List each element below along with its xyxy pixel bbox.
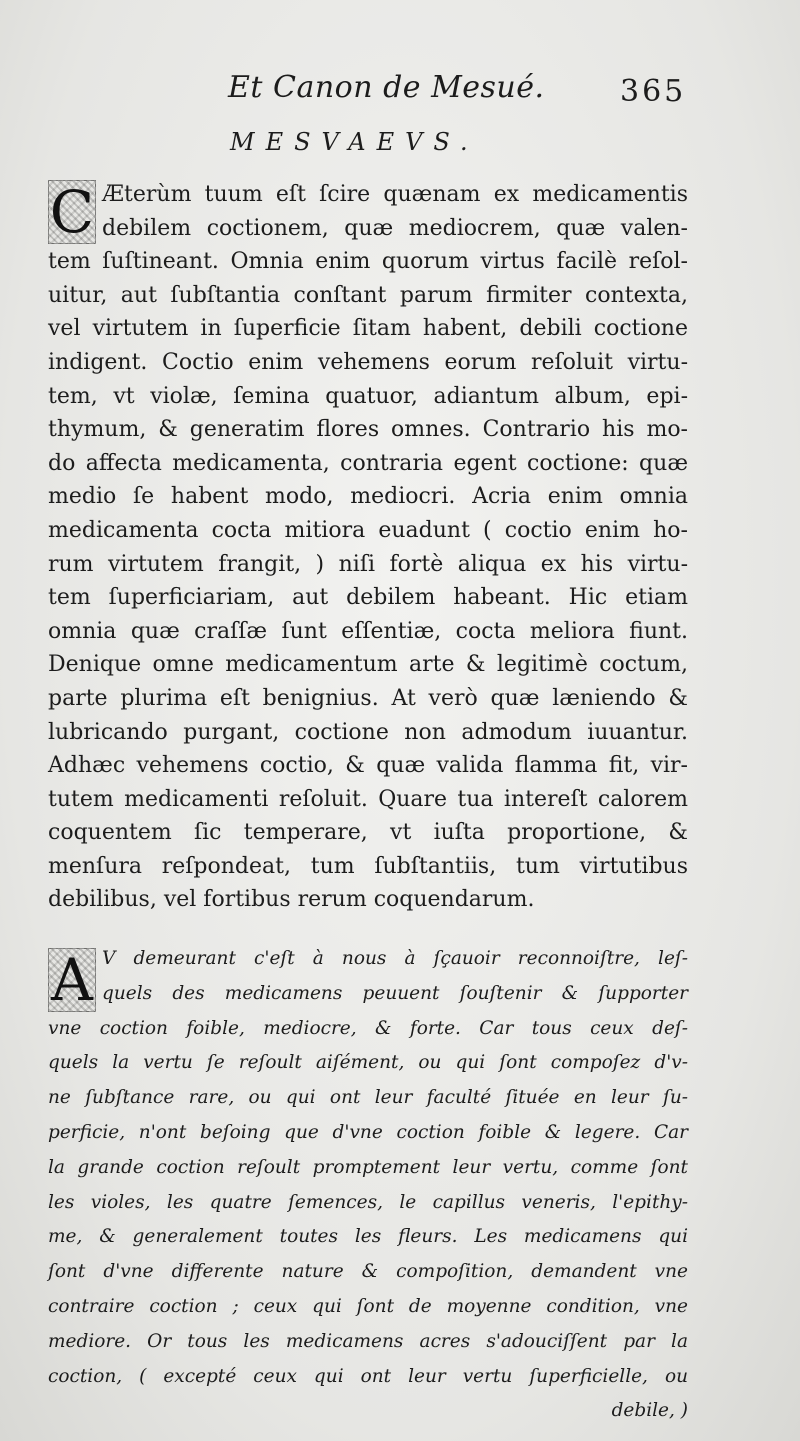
latin-line: tem ſuperficiariam, aut debilem habeant. Hic etiam — [48, 585, 688, 611]
latin-line: tem ſuſtineant. Omnia enim quorum virtus facilè reſol- — [48, 249, 688, 275]
latin-line: tem, vt violæ, ſemina quatuor, adiantum album, epi- — [48, 383, 688, 409]
latin-line: indigent. Coctio enim vehemens eorum reſoluit virtu- — [48, 349, 688, 375]
latin-line: parte plurima eſt benignius. At verò quæ læniendo & — [48, 685, 688, 711]
latin-line: thymum, & generatim flores omnes. Contrario his mo- — [48, 417, 688, 443]
latin-line: debilibus, vel fortibus rerum coquendarum. — [48, 887, 535, 913]
latin-line: vel virtutem in ſuperficie ſitam habent, debili coctione — [48, 316, 688, 342]
catchword: debile, ) — [611, 1400, 688, 1422]
french-line: me, & generalement toutes les fleurs. Les medicamens qui — [48, 1226, 688, 1248]
french-line: perficie, n'ont beſoing que d'vne coction foible & legere. Car — [48, 1121, 688, 1143]
french-line: contraire coction ; ceux qui ſont de moyenne condition, vne — [48, 1295, 688, 1317]
latin-line: menſura reſpondeat, tum ſubſtantiis, tum virtutibus — [48, 853, 688, 879]
page-number: 365 — [620, 74, 687, 109]
french-line: ne ſubſtance rare, ou qui ont leur faculté ſituée en leur ſu- — [48, 1087, 688, 1109]
french-line: mediore. Or tous les medicamens acres s'adouciſſent par la — [48, 1330, 688, 1352]
french-line: coction, ( excepté ceux qui ont leur vertu ſuperficielle, ou — [48, 1365, 688, 1387]
latin-line: uitur, aut ſubſtantia conſtant parum firmiter contexta, — [48, 282, 688, 308]
latin-line: coquentem ſic temperare, vt iuſta proportione, & — [48, 820, 688, 846]
latin-line: Æterùm tuum eſt ſcire quænam ex medicamentis — [102, 182, 688, 207]
section-heading: MESVAEVS. — [230, 128, 479, 156]
french-line: la grande coction reſoult promptement leur vertu, comme ſont — [48, 1156, 688, 1178]
page-header — [0, 70, 800, 130]
latin-line: lubricando purgant, coctione non admodum iuuantur. — [48, 719, 688, 745]
french-drop-cap: A — [48, 948, 96, 1012]
latin-line: medio ſe habent modo, mediocri. Acria enim omnia — [48, 484, 688, 510]
running-title: Et Canon de Mesué. — [228, 70, 545, 105]
latin-line: medicamenta cocta mitiora euadunt ( coctio enim ho- — [48, 517, 688, 543]
latin-drop-cap: C — [49, 178, 95, 246]
french-line: quels des medicamens peuuent ſouſtenir & ſupporter — [102, 982, 688, 1004]
french-line: V demeurant c'eſt à nous à ſçauoir reconnoiſtre, leſ- — [102, 948, 688, 969]
latin-line: Adhæc vehemens coctio, & quæ valida flamma fit, vir- — [48, 753, 688, 779]
latin-line: omnia quæ craſſæ ſunt eſſentiæ, cocta meliora fiunt. — [48, 618, 688, 644]
latin-line: Denique omne medicamentum arte & legitimè coctum, — [48, 652, 688, 678]
latin-line: tutem medicamenti reſoluit. Quare tua intereſt calorem — [48, 786, 688, 812]
french-line: quels la vertu ſe reſoult aiſément, ou qui ſont compoſez d'v- — [48, 1052, 688, 1074]
french-paragraph — [48, 942, 688, 1429]
latin-line: debilem coctionem, quæ mediocrem, quæ valen- — [102, 215, 688, 241]
french-line: ſont d'vne differente nature & compoſition, demandent vne — [48, 1261, 688, 1283]
latin-line: rum virtutem frangit, ) niſi fortè aliqua ex his virtu- — [48, 551, 688, 577]
french-line: vne coction foible, mediocre, & forte. Car tous ceux deſ- — [48, 1017, 688, 1039]
latin-paragraph — [48, 178, 688, 917]
french-line: les violes, les quatre ſemences, le capillus veneris, l'epithy- — [48, 1191, 688, 1213]
latin-line: do affecta medicamenta, contraria egent coctione: quæ — [48, 450, 688, 476]
